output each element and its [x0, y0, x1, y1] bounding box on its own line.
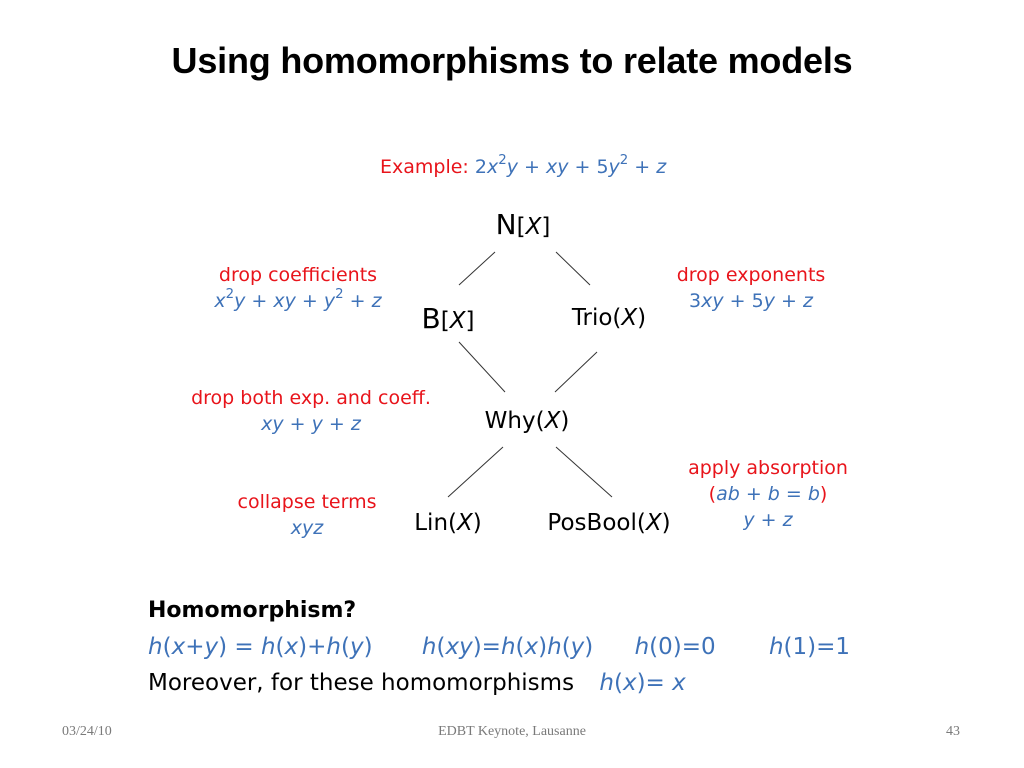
- node-b-x: B[X]: [421, 302, 475, 335]
- edge-trio-why: [555, 352, 597, 392]
- node-why-x: Why(X): [484, 408, 570, 434]
- example-label: Example:: [380, 156, 469, 178]
- slide-title: Using homomorphisms to relate models: [171, 40, 853, 81]
- caption-apply-absorption-label: apply absorption: [688, 457, 848, 479]
- caption-apply-absorption-formula: y + z: [743, 509, 793, 531]
- node-posbool-x: PosBool(X): [547, 510, 671, 536]
- moreover-text: Moreover, for these homomorphisms: [148, 670, 575, 696]
- caption-drop-coefficients-formula: $x^2y$ + xy + $y^2 + z$: [214, 287, 382, 312]
- eq-one: h(1)=1: [768, 634, 851, 660]
- node-n-x: N[X]: [495, 208, 551, 241]
- homomorphism-moreover: [148, 665, 850, 701]
- eq-zero: h(0)=0: [634, 634, 716, 660]
- example-line: [380, 153, 667, 178]
- edge-nx-bx: [459, 252, 495, 285]
- edge-bx-why: [459, 342, 505, 392]
- eq-additive: h(x+y) = h(x)+h(y): [148, 634, 373, 660]
- footer-date: 03/24/10: [62, 724, 112, 739]
- caption-drop-both: [191, 387, 431, 435]
- caption-drop-exponents-label: drop exponents: [676, 264, 826, 286]
- caption-collapse-terms-label: collapse terms: [237, 491, 377, 513]
- caption-drop-coefficients-label: drop coefficients: [218, 264, 378, 286]
- footer-page-number: 43: [946, 724, 960, 739]
- caption-apply-absorption: [688, 457, 848, 531]
- footer-venue: EDBT Keynote, Lausanne: [438, 724, 586, 739]
- example-polynomial: $2x^2y$ + xy + $5y^2 + z$: [474, 153, 667, 178]
- caption-drop-coefficients: [214, 264, 381, 312]
- node-trio-x: Trio(X): [571, 305, 647, 331]
- homomorphism-heading: Homomorphism?: [148, 598, 357, 623]
- caption-collapse-terms: [238, 491, 377, 539]
- eq-multiplicative: h(xy)=h(x)h(y): [421, 634, 594, 660]
- edge-why-posbool: [556, 447, 612, 497]
- caption-drop-both-label: drop both exp. and coeff.: [191, 387, 431, 409]
- node-lin-x: Lin(X): [414, 510, 482, 536]
- edge-why-lin: [448, 447, 503, 497]
- caption-absorption-rule: (ab + b = b): [708, 483, 828, 505]
- caption-drop-exponents: [677, 264, 826, 312]
- homomorphism-block: [148, 593, 850, 701]
- homomorphism-equations: [148, 629, 850, 665]
- caption-collapse-terms-formula: xyz: [290, 517, 324, 539]
- edge-nx-trio: [556, 252, 590, 285]
- eq-identity: h(x)= x: [599, 670, 686, 696]
- caption-drop-both-formula: xy + y + z: [261, 413, 361, 435]
- caption-drop-exponents-formula: 3xy + 5y + z: [689, 290, 813, 312]
